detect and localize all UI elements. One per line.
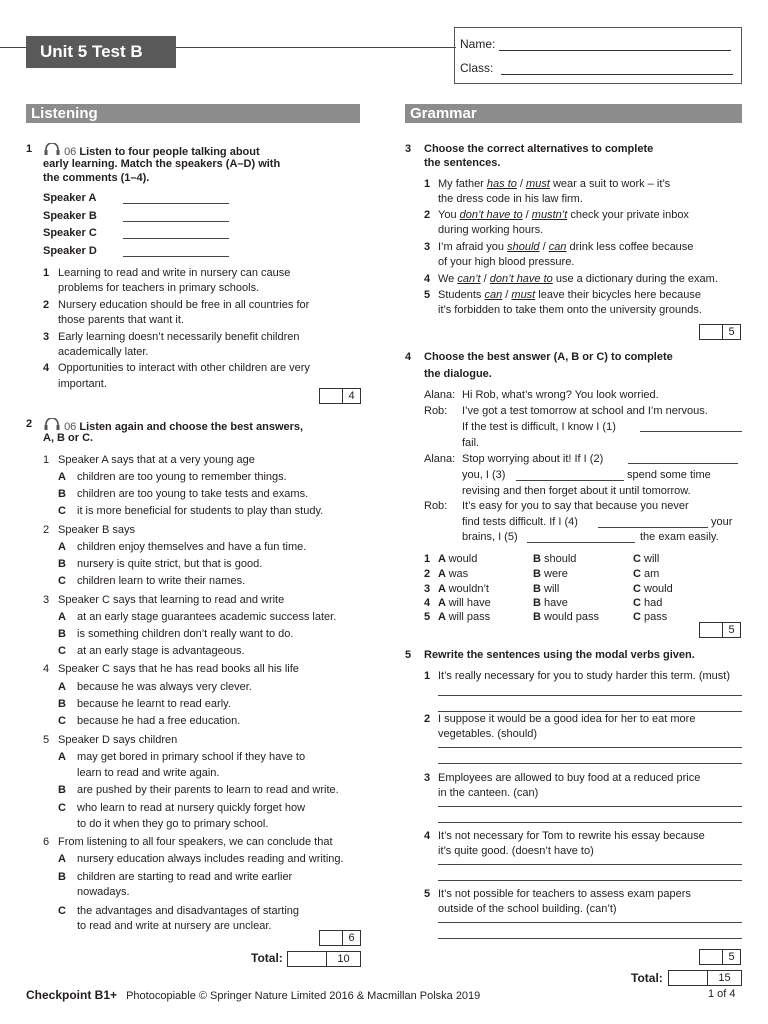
- speaker-label: Speaker D: [43, 245, 97, 257]
- gap-3-tail: spend some time: [627, 469, 711, 481]
- q5-item-text: vegetables. (should): [438, 728, 538, 740]
- q3-item-number: 2: [424, 209, 431, 221]
- q2-item-text: Speaker C says that learning to read and write: [58, 594, 285, 606]
- q3-option-1[interactable]: should: [507, 241, 540, 253]
- q2-item-marker: A: [58, 541, 66, 553]
- option-text: should: [544, 553, 577, 565]
- q2-item-marker: C: [58, 905, 66, 917]
- q2-item-marker: A: [58, 681, 66, 693]
- q2-instr-line2: A, B or C.: [43, 432, 94, 444]
- speaker-label: Speaker C: [43, 227, 97, 239]
- option-text: wouldn’t: [448, 583, 489, 595]
- q3-option-1[interactable]: can: [484, 289, 503, 301]
- q5-score-box[interactable]: 5: [699, 949, 741, 965]
- grammar-section-header: Grammar: [405, 104, 742, 123]
- q2-item-marker: B: [58, 871, 66, 883]
- q5-answer-line[interactable]: [438, 695, 742, 696]
- option-letter: B: [533, 553, 544, 565]
- option-text: pass: [644, 611, 668, 623]
- option-a[interactable]: [438, 553, 477, 566]
- q2-item-text: is something children don’t really want to do.: [77, 628, 294, 640]
- q5-number: 5: [405, 649, 412, 661]
- option-number: 1: [424, 553, 431, 565]
- q2-item-marker: A: [58, 853, 66, 865]
- q3-post: use a dictionary during the exam.: [552, 273, 718, 285]
- q2-item-text: Speaker A says that at a very young age: [58, 454, 255, 466]
- q3-item-line2: the dress code in his law firm.: [438, 193, 583, 205]
- q5-answer-line[interactable]: [438, 763, 742, 764]
- name-label: Name:: [460, 37, 496, 51]
- option-text: had: [644, 597, 663, 609]
- q5-item-number: 5: [424, 888, 431, 900]
- q3-option-1[interactable]: has to: [486, 178, 517, 190]
- gap-4-tail: your: [711, 516, 733, 528]
- option-text: would pass: [544, 611, 600, 623]
- q5-item-text: I suppose it would be a good idea for her to eat more: [438, 713, 696, 725]
- q3-pre: We: [438, 273, 458, 285]
- q3-option-2[interactable]: don’t have to: [489, 273, 553, 285]
- q3-instr-line2: the sentences.: [424, 157, 501, 169]
- q5-item-number: 1: [424, 670, 431, 682]
- listening-section-header: Listening: [26, 104, 360, 123]
- option-c[interactable]: [633, 597, 662, 610]
- q5-instr: Rewrite the sentences using the modal verbs given.: [424, 649, 695, 661]
- comment-text: important.: [58, 378, 107, 390]
- q3-score-box[interactable]: 5: [699, 324, 741, 340]
- q2-item-text: nowadays.: [77, 886, 130, 898]
- comment-number: 1: [43, 267, 50, 279]
- q3-slash: /: [522, 209, 532, 221]
- q5-answer-line[interactable]: [438, 864, 742, 865]
- speaker-a-answer[interactable]: [123, 203, 229, 204]
- q2-item-marker: 6: [43, 836, 50, 848]
- q1-score-box[interactable]: 4: [319, 388, 361, 404]
- q2-item-text: at an early stage guarantees academic success later.: [77, 611, 337, 623]
- q3-post: wear a suit to work – it’s: [549, 178, 671, 190]
- q2-item-marker: A: [58, 611, 66, 623]
- q3-slash: /: [502, 289, 512, 301]
- q4-number: 4: [405, 351, 412, 363]
- q3-item-line2: of your high blood pressure.: [438, 256, 575, 268]
- q3-slash: /: [539, 241, 549, 253]
- gap-5-tail: the exam easily.: [640, 531, 719, 543]
- name-field[interactable]: [499, 38, 731, 51]
- q3-option-2[interactable]: mustn’t: [531, 209, 568, 221]
- q3-item-line2: it’s forbidden to take them onto the university grounds.: [438, 304, 702, 316]
- q3-option-1[interactable]: can’t: [457, 273, 481, 285]
- option-number: 4: [424, 597, 431, 609]
- q2-item-text: children learn to write their names.: [77, 575, 246, 587]
- option-c[interactable]: [633, 568, 659, 581]
- dialogue-text: revising and then forget about it until tomorrow.: [462, 485, 691, 497]
- q2-item-text: at an early stage is advantageous.: [77, 645, 245, 657]
- q1-instr-line3: the comments (1–4).: [43, 172, 150, 184]
- option-text: will pass: [448, 611, 491, 623]
- speaker-name: Alana:: [424, 453, 456, 465]
- q2-item-marker: 2: [43, 524, 50, 536]
- q4-instr-line1: Choose the best answer (A, B or C) to complete: [424, 351, 673, 363]
- q2-item-marker: B: [58, 698, 66, 710]
- comment-text: those parents that want it.: [58, 314, 184, 326]
- q2-item-text: because he had a free education.: [77, 715, 241, 727]
- option-text: will: [544, 583, 560, 595]
- q2-item-text: From listening to all four speakers, we can conclude that: [58, 836, 333, 848]
- footer-brand: Checkpoint B1+: [26, 988, 118, 1002]
- q3-item-number: 5: [424, 289, 431, 301]
- option-a[interactable]: [438, 597, 491, 610]
- footer-copyright: Photocopiable © Springer Nature Limited 2016 & Macmillan Polska 2019: [126, 990, 481, 1002]
- q4-instr-line2: the dialogue.: [424, 368, 492, 380]
- q2-item-text: Speaker C says that he has read books all his life: [58, 663, 299, 675]
- q2-item-marker: C: [58, 575, 66, 587]
- q2-item-marker: A: [58, 471, 66, 483]
- q3-slash: /: [480, 273, 490, 285]
- q3-item-sentence: [438, 289, 701, 302]
- option-letter: A: [438, 568, 449, 580]
- q1-instr-line1: 06 Listen to four people talking about: [43, 143, 260, 159]
- q5-answer-line[interactable]: [438, 747, 742, 748]
- q5-item-text: It’s really necessary for you to study harder this term. (must): [438, 670, 731, 682]
- q2-item-marker: 5: [43, 734, 50, 746]
- comment-text: Learning to read and write in nursery can cause: [58, 267, 291, 279]
- option-text: would: [448, 553, 478, 565]
- option-b[interactable]: [533, 553, 576, 566]
- total-label-right: Total:: [631, 971, 663, 985]
- q1-track: 06: [64, 146, 77, 158]
- q3-option-1[interactable]: don’t have to: [459, 209, 523, 221]
- option-text: were: [544, 568, 568, 580]
- q3-item-sentence: [438, 178, 670, 191]
- q5-item-text: It’s not possible for teachers to assess exam papers: [438, 888, 691, 900]
- option-letter: B: [533, 568, 544, 580]
- q3-item-line2: during working hours.: [438, 224, 544, 236]
- q1-number: 1: [26, 143, 33, 155]
- option-letter: A: [438, 611, 449, 623]
- option-number: 5: [424, 611, 431, 623]
- dialogue-text: fail.: [462, 437, 480, 449]
- comment-number: 2: [43, 299, 50, 311]
- q2-item-text: because he was always very clever.: [77, 681, 252, 693]
- option-c[interactable]: [633, 583, 673, 596]
- speaker-name: Rob:: [424, 405, 448, 417]
- q2-item-marker: B: [58, 558, 66, 570]
- q3-option-2[interactable]: must: [511, 289, 536, 301]
- q2-item-text: may get bored in primary school if they have to: [77, 751, 306, 763]
- q1-instr-line2: early learning. Match the speakers (A–D) with: [43, 158, 281, 170]
- option-b[interactable]: [533, 597, 568, 610]
- q2-item-marker: B: [58, 784, 66, 796]
- speaker-d-answer[interactable]: [123, 256, 229, 257]
- q3-item-sentence: [438, 241, 693, 254]
- q3-option-2[interactable]: must: [526, 178, 550, 190]
- gap-4[interactable]: [598, 527, 708, 528]
- option-letter: A: [438, 583, 449, 595]
- q3-post: drink less coffee because: [566, 241, 694, 253]
- option-text: am: [644, 568, 660, 580]
- q2-item-marker: B: [58, 488, 66, 500]
- option-letter: A: [438, 553, 449, 565]
- q2-item-marker: C: [58, 505, 66, 517]
- q2-item-text: Speaker B says: [58, 524, 136, 536]
- footer: [26, 988, 480, 1002]
- q3-pre: Students: [438, 289, 485, 301]
- option-letter: C: [633, 583, 644, 595]
- q2-item-text: children are starting to read and write earlier: [77, 871, 293, 883]
- gap-2[interactable]: [628, 463, 738, 464]
- q2-item-text: to do it when they go to primary school.: [77, 818, 269, 830]
- q5-item-number: 2: [424, 713, 431, 725]
- q2-instr-line1: 06 Listen again and choose the best answers,: [43, 418, 303, 434]
- dialogue-text: brains, I (5): [462, 531, 518, 543]
- q5-answer-line[interactable]: [438, 806, 742, 807]
- option-number: 2: [424, 568, 431, 580]
- gap-3[interactable]: [516, 480, 624, 481]
- q2-item-marker: C: [58, 802, 66, 814]
- option-c[interactable]: [633, 611, 667, 624]
- page-number: 1 of 4: [708, 988, 736, 1000]
- comment-number: 3: [43, 331, 50, 343]
- q3-pre: My father: [438, 178, 487, 190]
- q3-item-sentence: [438, 273, 718, 286]
- q3-slash: /: [516, 178, 527, 190]
- q2-item-text: nursery education always includes reading and writing.: [77, 853, 344, 865]
- option-c[interactable]: [633, 553, 659, 566]
- q2-item-text: children enjoy themselves and have a fun time.: [77, 541, 307, 553]
- q5-item-text: It’s not necessary for Tom to rewrite his essay because: [438, 830, 705, 842]
- gap-5[interactable]: [527, 542, 635, 543]
- dialogue-text: I’ve got a test tomorrow at school and I’m nervous.: [462, 405, 708, 417]
- option-letter: C: [633, 568, 644, 580]
- gap-1[interactable]: [640, 431, 742, 432]
- q3-item-number: 3: [424, 241, 431, 253]
- q3-number: 3: [405, 143, 412, 155]
- dialogue-text: It’s easy for you to say that because you never: [462, 500, 689, 512]
- option-letter: C: [633, 597, 644, 609]
- option-text: will: [644, 553, 660, 565]
- headphones-icon: [43, 143, 61, 159]
- option-text: will have: [448, 597, 491, 609]
- q5-item-text: Employees are allowed to buy food at a reduced price: [438, 772, 701, 784]
- q3-post: check your private inbox: [567, 209, 689, 221]
- q2-track: 06: [64, 421, 77, 433]
- option-a[interactable]: [438, 611, 490, 624]
- q5-item-number: 3: [424, 772, 431, 784]
- dialogue-text: Hi Rob, what’s wrong? You look worried.: [462, 389, 659, 401]
- dialogue-text: you, I (3): [462, 469, 506, 481]
- option-letter: B: [533, 611, 544, 623]
- q2-item-marker: 3: [43, 594, 50, 606]
- option-letter: C: [633, 553, 644, 565]
- q5-item-number: 4: [424, 830, 431, 842]
- total-score-left[interactable]: 10: [287, 951, 361, 967]
- total-label-left: Total:: [251, 951, 283, 965]
- comment-text: academically later.: [58, 346, 149, 358]
- q3-instr-line1: Choose the correct alternatives to complete: [424, 143, 654, 155]
- dialogue-text: If the test is difficult, I know I (1): [462, 421, 616, 433]
- q3-item-number: 4: [424, 273, 431, 285]
- speaker-b-answer[interactable]: [123, 221, 229, 222]
- q5-item-text: in the canteen. (can): [438, 787, 539, 799]
- class-field[interactable]: [501, 62, 733, 75]
- q2-item-marker: B: [58, 628, 66, 640]
- comment-text: Early learning doesn’t necessarily benefit children: [58, 331, 300, 343]
- q2-number: 2: [26, 418, 33, 430]
- option-text: would: [644, 583, 673, 595]
- option-number: 3: [424, 583, 431, 595]
- comment-number: 4: [43, 362, 50, 374]
- comment-text: problems for teachers in primary schools.: [58, 282, 260, 294]
- speaker-label: Speaker A: [43, 192, 97, 204]
- speaker-name: Alana:: [424, 389, 456, 401]
- q2-item-marker: C: [58, 715, 66, 727]
- speaker-name: Rob:: [424, 500, 448, 512]
- dialogue-text: Stop worrying about it! If I (2): [462, 453, 604, 465]
- q5-item-text: it’s quite good. (doesn’t have to): [438, 845, 594, 857]
- option-letter: B: [533, 597, 544, 609]
- option-text: was: [448, 568, 469, 580]
- q2-score-box[interactable]: 6: [319, 930, 361, 946]
- q4-score-box[interactable]: 5: [699, 622, 741, 638]
- name-class-box: [454, 27, 742, 84]
- q2-item-text: it is more beneficial for students to play than study.: [77, 505, 324, 517]
- q2-item-text: because he learnt to read early.: [77, 698, 231, 710]
- q3-post: leave their bicycles here because: [535, 289, 701, 301]
- class-label: Class:: [460, 61, 494, 75]
- q5-answer-line[interactable]: [438, 822, 742, 823]
- q5-answer-line[interactable]: [438, 880, 742, 881]
- q2-item-text: who learn to read at nursery quickly forget how: [77, 802, 306, 814]
- speaker-c-answer[interactable]: [123, 238, 229, 239]
- q5-answer-line[interactable]: [438, 938, 742, 939]
- q2-item-marker: 4: [43, 663, 50, 675]
- q2-item-text: Speaker D says children: [58, 734, 178, 746]
- q2-item-text: learn to read and write again.: [77, 767, 220, 779]
- dialogue-text: find tests difficult. If I (4): [462, 516, 578, 528]
- q5-item-text: outside of the school building. (can’t): [438, 903, 617, 915]
- q5-answer-line[interactable]: [438, 711, 742, 712]
- q3-option-2[interactable]: can: [548, 241, 567, 253]
- q5-answer-line[interactable]: [438, 922, 742, 923]
- q2-item-text: the advantages and disadvantages of starting: [77, 905, 299, 917]
- total-score-right[interactable]: 15: [668, 970, 742, 986]
- unit-title: Unit 5 Test B: [26, 36, 176, 68]
- q2-item-text: are pushed by their parents to learn to read and write.: [77, 784, 339, 796]
- q2-item-marker: 1: [43, 454, 50, 466]
- option-b[interactable]: [533, 611, 599, 624]
- q3-pre: You: [438, 209, 460, 221]
- option-letter: B: [533, 583, 544, 595]
- option-letter: A: [438, 597, 449, 609]
- q3-pre: I’m afraid you: [438, 241, 508, 253]
- option-b[interactable]: [533, 568, 568, 581]
- q2-item-text: children are too young to take tests and exams.: [77, 488, 309, 500]
- option-a[interactable]: [438, 568, 468, 581]
- option-text: have: [544, 597, 568, 609]
- q2-item-text: children are too young to remember things.: [77, 471, 287, 483]
- q3-item-sentence: [438, 209, 689, 222]
- q2-item-text: to read and write at nursery are unclear.: [77, 920, 272, 932]
- option-letter: C: [633, 611, 644, 623]
- option-a[interactable]: [438, 583, 489, 596]
- q2-item-marker: C: [58, 645, 66, 657]
- speaker-label: Speaker B: [43, 210, 97, 222]
- q2-item-marker: A: [58, 751, 66, 763]
- comment-text: Nursery education should be free in all countries for: [58, 299, 310, 311]
- q3-item-number: 1: [424, 178, 431, 190]
- comment-text: Opportunities to interact with other children are very: [58, 362, 310, 374]
- option-b[interactable]: [533, 583, 559, 596]
- q2-item-text: nursery is quite strict, but that is good.: [77, 558, 263, 570]
